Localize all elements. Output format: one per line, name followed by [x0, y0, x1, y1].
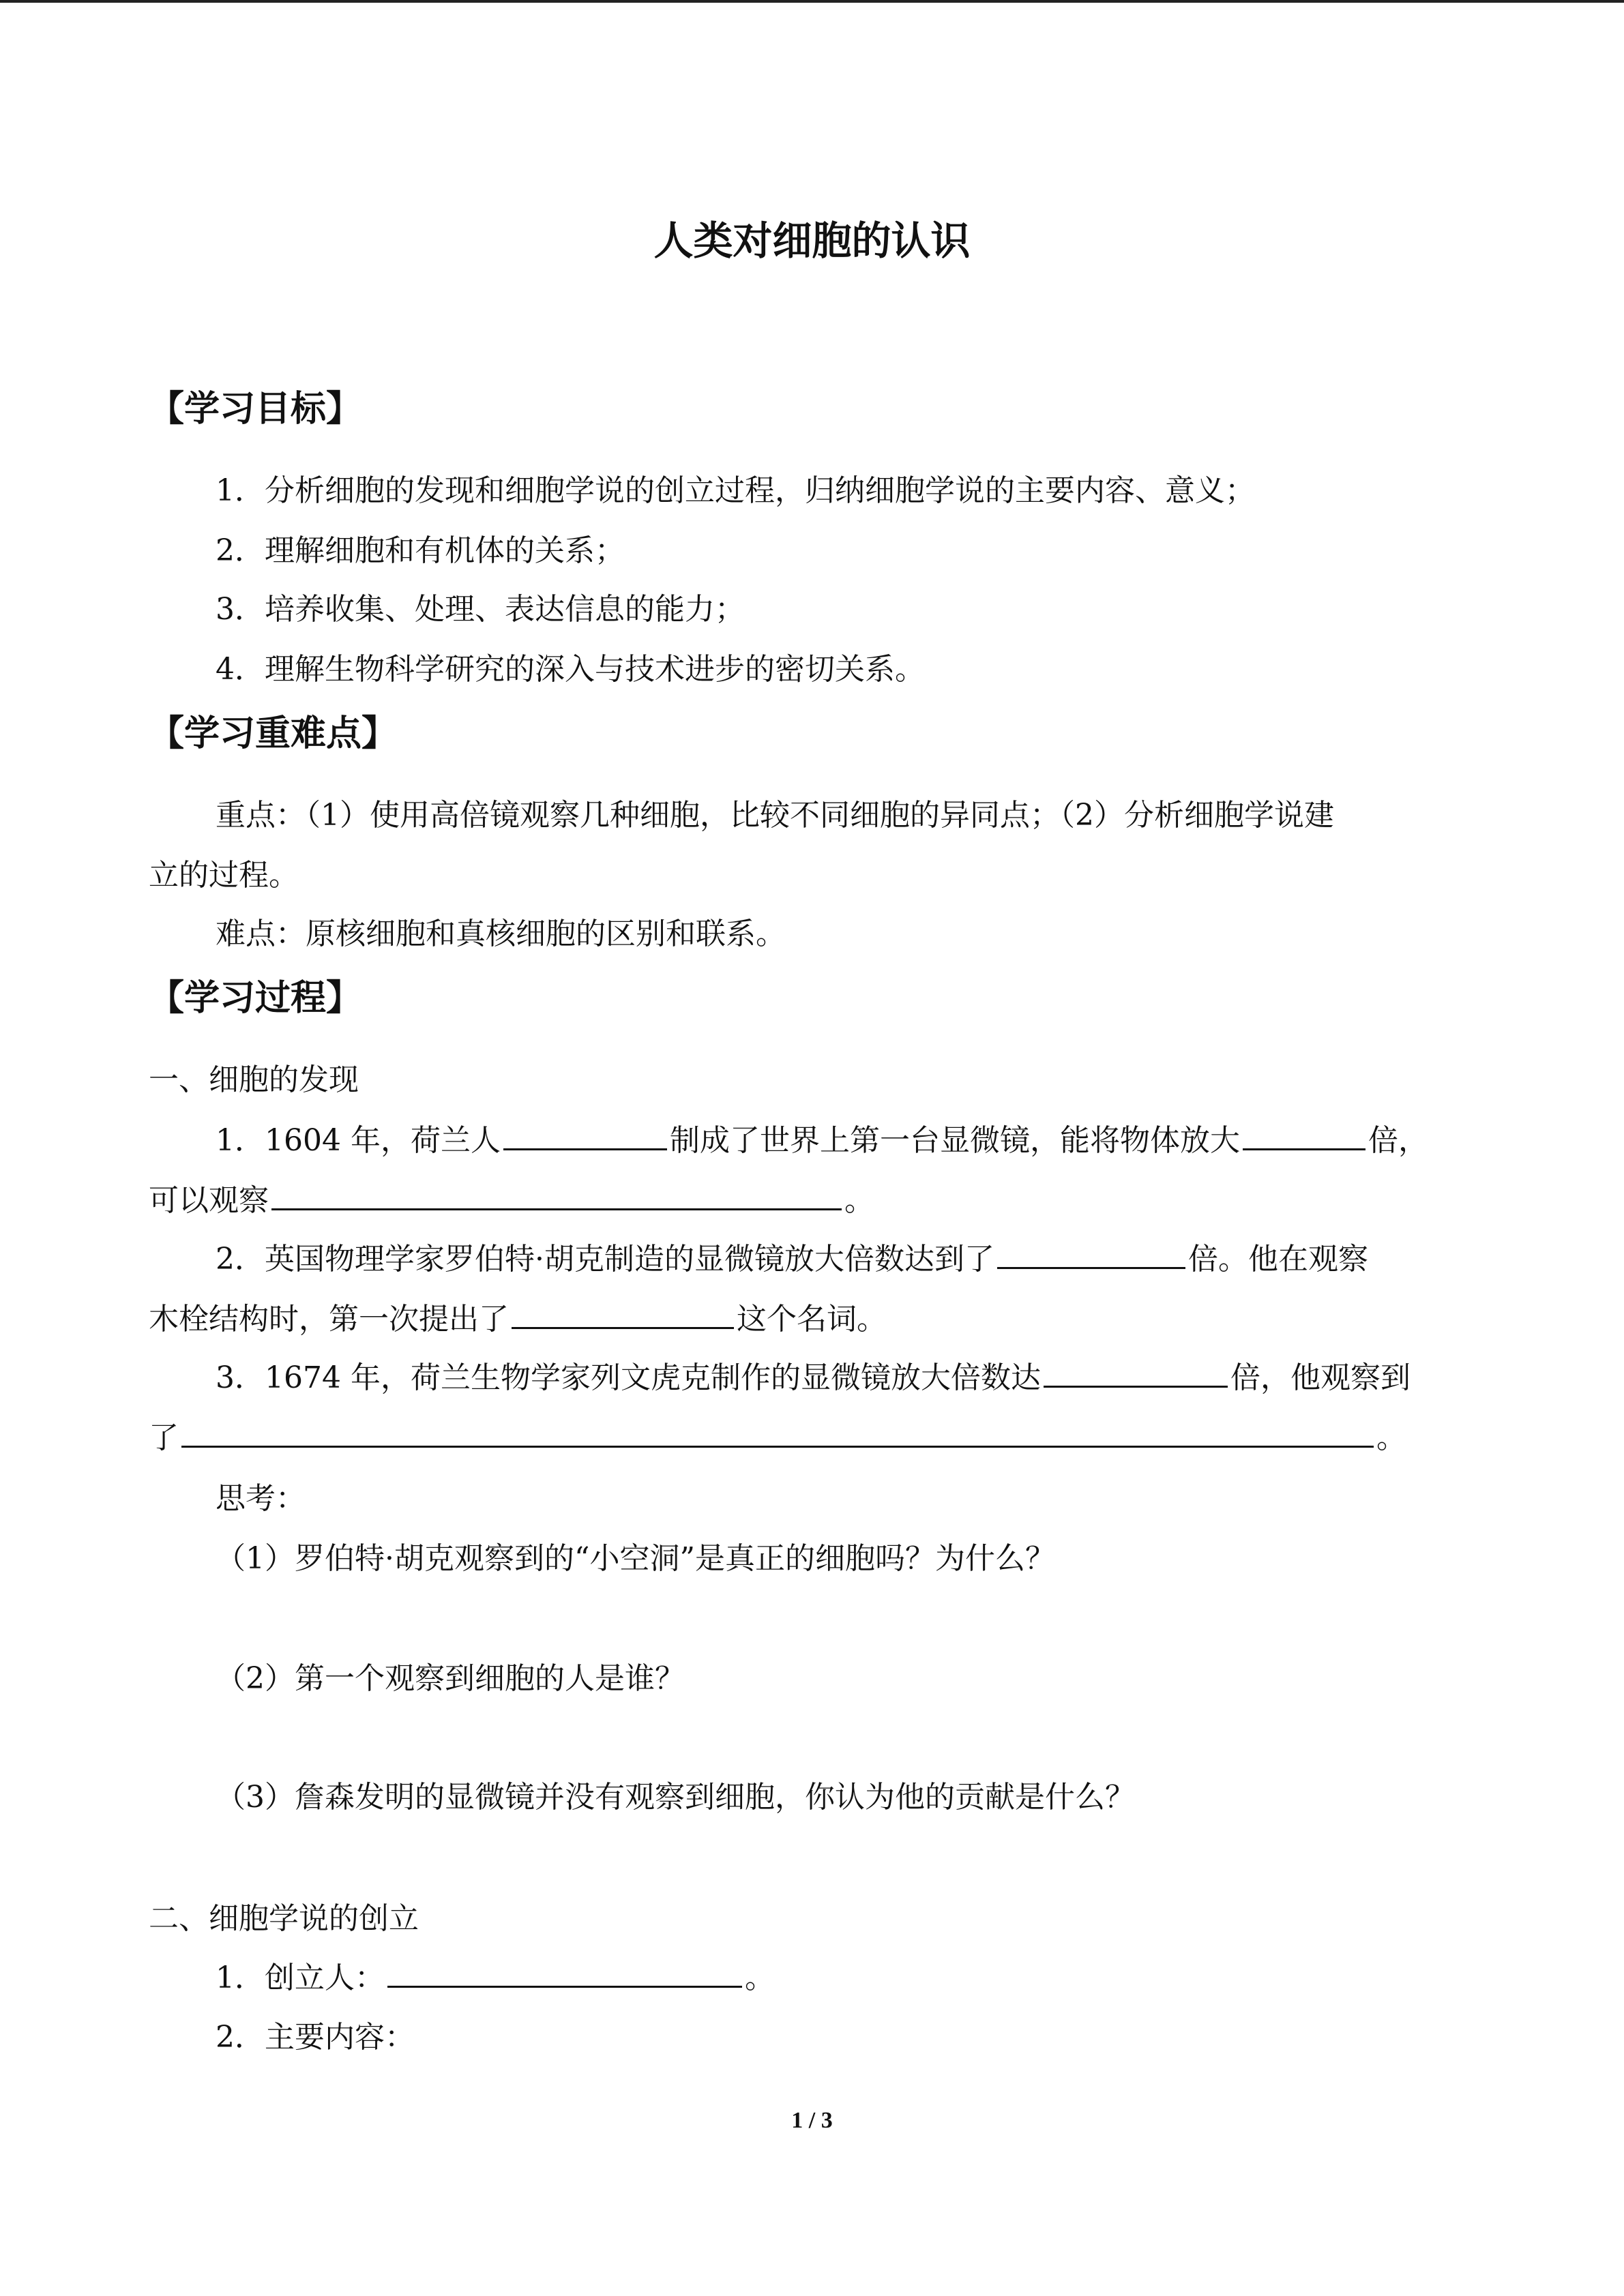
blank-founder[interactable]	[387, 1958, 742, 1988]
founder-end: 。	[745, 1960, 775, 1995]
question-3-line-2	[149, 1418, 1406, 1457]
objective-item-2: 2．理解细胞和有机体的关系；	[216, 533, 625, 568]
q1-text-d: 可以观察	[149, 1183, 269, 1218]
think-question-1: （1）罗伯特·胡克观察到的“小空洞”是真正的细胞吗？为什么？	[216, 1541, 1055, 1576]
page-number: 1 / 3	[791, 2108, 833, 2133]
blank-observed[interactable]	[181, 1418, 1374, 1448]
founder-line	[216, 1958, 775, 1997]
q1-text-b: 制成了世界上第一台显微镜，能将物体放大	[669, 1123, 1240, 1158]
question-2-line-2	[149, 1300, 887, 1339]
blank-observe[interactable]	[271, 1181, 842, 1210]
question-3-line-1	[216, 1358, 1411, 1397]
q2-text-c: 木栓结构时，第一次提出了	[149, 1302, 509, 1337]
key-point-line-2: 立的过程。	[149, 858, 299, 893]
q1-text-e: 。	[844, 1183, 874, 1218]
question-1-line-2	[149, 1181, 874, 1220]
blank-leeuwenhoek-magnification[interactable]	[1044, 1358, 1228, 1388]
q3-text-d: 。	[1376, 1420, 1406, 1455]
question-2-line-1	[216, 1240, 1368, 1279]
q2-text-a: 2．英国物理学家罗伯特·胡克制造的显微镜放大倍数达到了	[216, 1242, 994, 1277]
heading-process: 【学习过程】	[149, 978, 362, 1019]
blank-inventor[interactable]	[503, 1121, 667, 1150]
blank-hooke-magnification[interactable]	[997, 1240, 1185, 1269]
objective-item-4: 4．理解生物科学研究的深入与技术进步的密切关系。	[216, 652, 925, 687]
top-border	[0, 0, 1624, 3]
question-1-line-1	[216, 1121, 1428, 1160]
q1-text-c: 倍，	[1368, 1123, 1428, 1158]
think-question-3: （3）詹森发明的显微镜并没有观察到细胞，你认为他的贡献是什么？	[216, 1780, 1135, 1815]
heading-key-points: 【学习重难点】	[149, 713, 398, 754]
objective-item-3: 3．培养收集、处理、表达信息的能力；	[216, 592, 745, 627]
founder-label: 1．创立人：	[216, 1960, 385, 1995]
objective-item-1: 1．分析细胞的发现和细胞学说的创立过程，归纳细胞学说的主要内容、意义；	[216, 473, 1255, 508]
q3-text-a: 3．1674 年，荷兰生物学家列文虎克制作的显微镜放大倍数达	[216, 1360, 1041, 1395]
q3-text-c: 了	[149, 1420, 179, 1455]
part2-title: 二、细胞学说的创立	[149, 1901, 419, 1936]
key-point-line-1: 重点：（1）使用高倍镜观察几种细胞，比较不同细胞的异同点；（2）分析细胞学说建	[216, 798, 1334, 833]
think-question-2: （2）第一个观察到细胞的人是谁？	[216, 1661, 685, 1696]
content-label: 2．主要内容：	[216, 2020, 415, 2055]
page-title: 人类对细胞的认识	[653, 218, 971, 264]
blank-magnification[interactable]	[1243, 1121, 1365, 1150]
part1-title: 一、细胞的发现	[149, 1062, 359, 1097]
q2-text-d: 这个名词。	[737, 1302, 887, 1337]
think-label: 思考：	[216, 1481, 306, 1516]
q1-text-a: 1．1604 年，荷兰人	[216, 1123, 501, 1158]
heading-objectives: 【学习目标】	[149, 389, 362, 430]
q2-text-b: 倍。他在观察	[1187, 1242, 1368, 1277]
difficulty-line: 难点：原核细胞和真核细胞的区别和联系。	[216, 916, 786, 951]
q3-text-b: 倍，他观察到	[1230, 1360, 1411, 1395]
blank-term[interactable]	[512, 1300, 734, 1329]
